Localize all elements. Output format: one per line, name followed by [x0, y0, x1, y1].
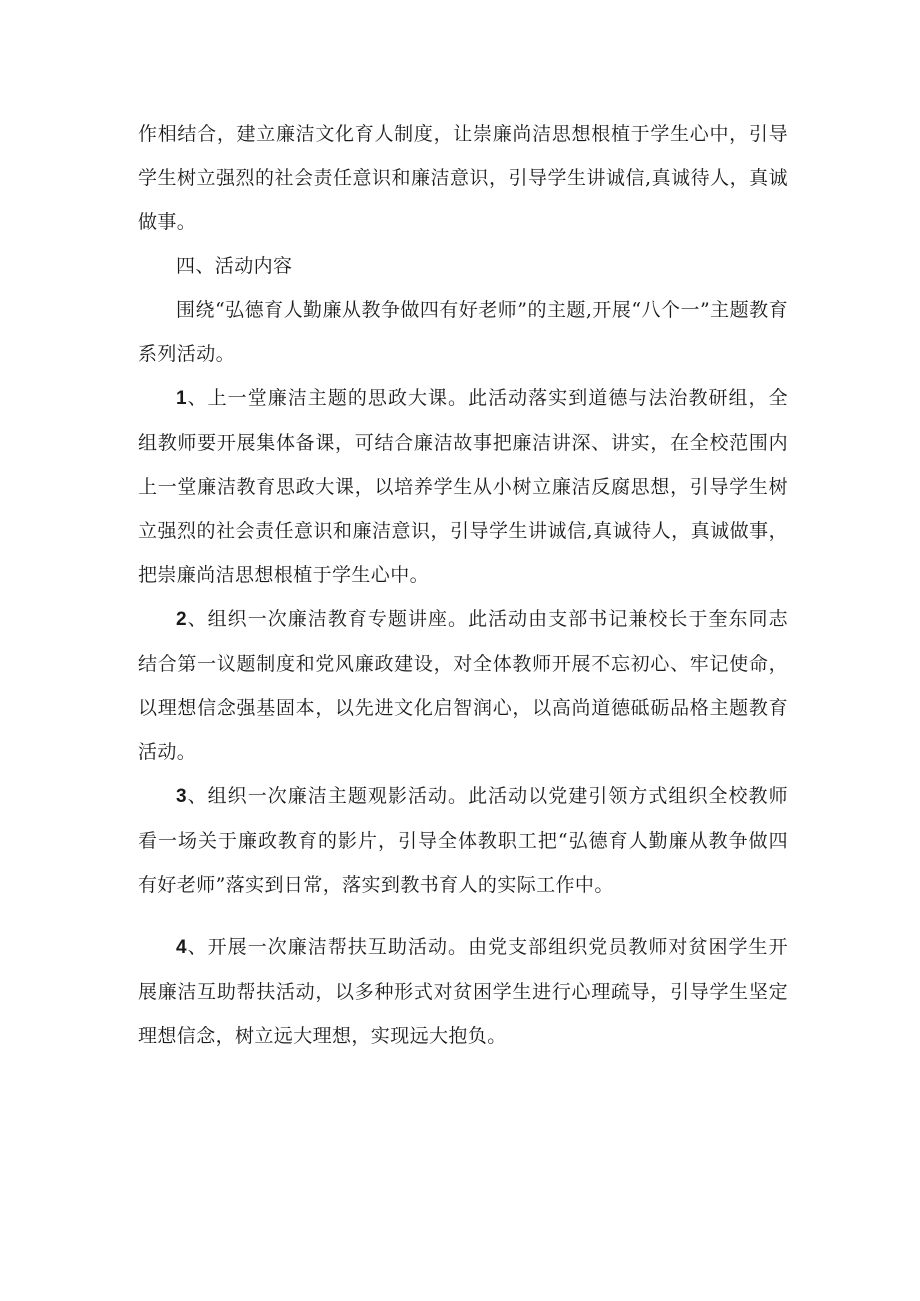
- list-item-text: 、上一堂廉洁主题的思政大课。此活动落实到道德与法治教研组，全组教师要开展集体备课，可结合廉洁故事把廉洁讲深、讲实，在全校范围内上一堂廉洁教育思政大课，以培养学生从小树立廉洁反腐思想，引导学生树立强烈的社会责任意识和廉洁意识，引导学生讲诚信,真诚待人，真诚做事，把崇廉尚洁思想根植于学生心中。: [138, 387, 788, 586]
- paragraph-text: 围绕“弘德育人勤廉从教争做四有好老师”的主题,开展“八个一”主题教育系列活动。: [138, 299, 788, 365]
- list-item: [138, 597, 788, 774]
- paragraph-intro: [138, 288, 788, 376]
- list-item-text: 、开展一次廉洁帮扶互助活动。由党支部组织党员教师对贫困学生开展廉洁互助帮扶活动，以多种形式对贫困学生进行心理疏导，引导学生坚定理想信念，树立远大理想，实现远大抱负。: [138, 936, 788, 1047]
- section-heading-text: 四、活动内容: [176, 255, 293, 277]
- list-item-number: 1: [176, 388, 187, 409]
- list-item-number: 4: [176, 937, 187, 958]
- list-item-text: 、组织一次廉洁主题观影活动。此活动以党建引领方式组织全校教师看一场关于廉政教育的影片，引导全体教职工把“弘德育人勤廉从教争做四有好老师”落实到日常，落实到教书育人的实际工作中。: [138, 785, 788, 896]
- section-heading: [138, 244, 788, 288]
- list-item-number: 2: [176, 609, 187, 630]
- paragraph-text: 作相结合，建立廉洁文化育人制度，让崇廉尚洁思想根植于学生心中，引导学生树立强烈的社会责任意识和廉洁意识，引导学生讲诚信,真诚待人，真诚做事。: [138, 123, 788, 233]
- list-item: [138, 925, 788, 1058]
- paragraph-continuation: [138, 112, 788, 244]
- list-item: [138, 774, 788, 907]
- list-item-text: 、组织一次廉洁教育专题讲座。此活动由支部书记兼校长于奎东同志结合第一议题制度和党风廉政建设，对全体教师开展不忘初心、牢记使命，以理想信念强基固本，以先进文化启智润心，以高尚道德砥砺品格主题教育活动。: [138, 608, 788, 763]
- list-item: [138, 376, 788, 597]
- list-item-number: 3: [176, 786, 187, 807]
- document-body: [138, 112, 788, 1058]
